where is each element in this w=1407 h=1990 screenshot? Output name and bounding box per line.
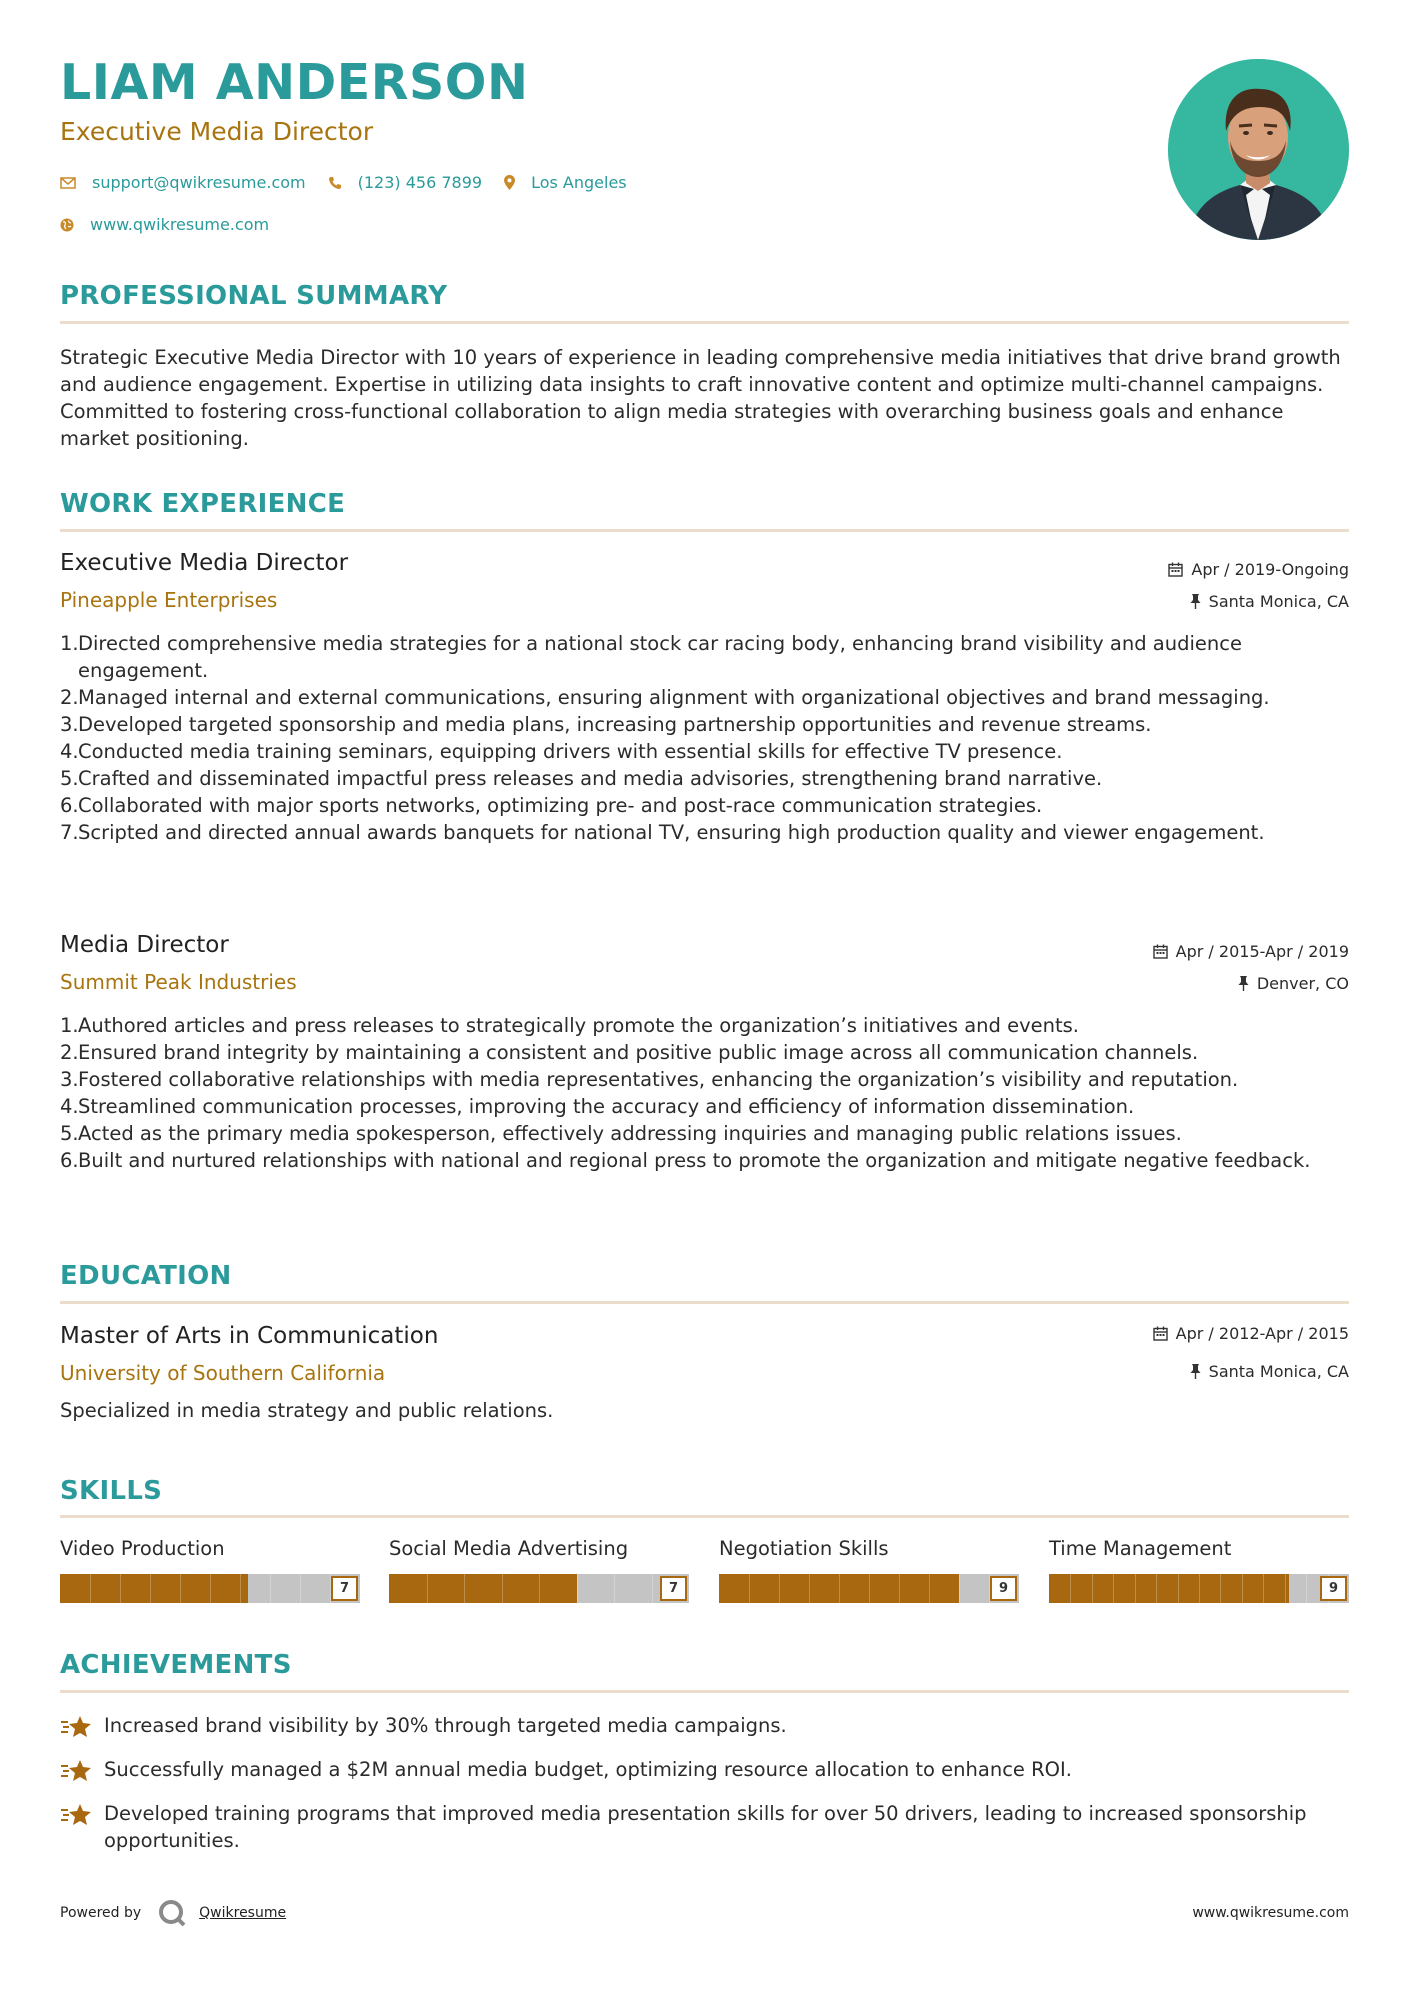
list-item-number: 4. (60, 740, 79, 763)
list-item (60, 1039, 1349, 1066)
skill-level-badge: 7 (331, 1576, 358, 1601)
job-location-text: Santa Monica, CA (1208, 592, 1349, 611)
list-item-number: 1. (60, 632, 79, 655)
skills-heading: SKILLS (60, 1476, 163, 1506)
skill-name: Time Management (1049, 1537, 1232, 1560)
skill-segment-divider (210, 1574, 211, 1603)
job-dates (1168, 560, 1349, 579)
list-item (60, 1120, 1349, 1147)
skill-segment-divider (502, 1574, 503, 1603)
skill-segment-divider (809, 1574, 810, 1603)
education-dates-text: Apr / 2012-Apr / 2015 (1175, 1324, 1349, 1343)
education-location (1190, 1362, 1349, 1381)
list-item (60, 1012, 1349, 1039)
achievement-text: Developed training programs that improved media presentation skills for over 50 drivers, leading to increased sponsorship opportunities. (104, 1802, 1307, 1852)
skill-segment-divider (1199, 1574, 1200, 1603)
list-item-number: 2. (60, 1041, 79, 1064)
skill-name: Social Media Advertising (389, 1537, 629, 1560)
list-item-number: 4. (60, 1095, 79, 1118)
skill-item (719, 1537, 1019, 1596)
skill-segment-divider (1135, 1574, 1136, 1603)
summary-text: Strategic Executive Media Director with 10 years of experience in leading comprehensive media initiatives that drive brand growth and audience engagement. Expertise in utilizing data insights to craft innovative content and optimize multi-channel campaigns. Committed to fostering cross-functional collaboration to align media strategies with overarching business goals and enhance market positioning. (60, 346, 1341, 450)
list-item (60, 765, 1349, 792)
section-divider (60, 321, 1349, 324)
pushpin-icon (1238, 976, 1249, 991)
section-divider (60, 1690, 1349, 1693)
list-item (60, 630, 1349, 684)
list-item-text: Authored articles and press releases to strategically promote the organization’s initiatives and events. (78, 1014, 1079, 1037)
footer-url[interactable]: www.qwikresume.com (1192, 1905, 1349, 1921)
skill-segment-divider (90, 1574, 91, 1603)
skill-segment-divider (1156, 1574, 1157, 1603)
list-item-number: 5. (60, 1122, 79, 1145)
list-item-text: Conducted media training seminars, equipping drivers with essential skills for effective TV presence. (78, 740, 1063, 763)
skill-segment-divider (779, 1574, 780, 1603)
skill-segment-divider (120, 1574, 121, 1603)
list-item-number: 2. (60, 686, 79, 709)
star-award-icon (60, 1712, 104, 1747)
skill-level-badge: 9 (1320, 1576, 1347, 1601)
list-item-text: Directed comprehensive media strategies for a national stock car racing body, enhancing brand visibility and audience engagement. (78, 632, 1242, 682)
achievement-text: Successfully managed a $2M annual media budget, optimizing resource allocation to enhance ROI. (104, 1758, 1072, 1781)
globe-icon (60, 218, 74, 232)
skill-segment-divider (577, 1574, 578, 1603)
skill-item (389, 1537, 689, 1596)
school-name: University of Southern California (60, 1361, 386, 1385)
list-item-text: Streamlined communication processes, improving the accuracy and efficiency of information dissemination. (78, 1095, 1135, 1118)
contact-email[interactable] (60, 173, 306, 192)
list-item (60, 1066, 1349, 1093)
achievement-item (60, 1712, 1349, 1747)
skill-segment-divider (1220, 1574, 1221, 1603)
list-item-number: 3. (60, 1068, 79, 1091)
list-item (60, 1147, 1349, 1174)
education-location-text: Santa Monica, CA (1208, 1362, 1349, 1381)
qwikresume-logo-icon (157, 1898, 187, 1928)
job-location-text: Denver, CO (1256, 974, 1349, 993)
list-item (60, 1093, 1349, 1120)
skill-segment-divider (1285, 1574, 1286, 1603)
skill-segment-divider (300, 1574, 301, 1603)
skill-level-badge: 7 (660, 1576, 687, 1601)
calendar-icon (1168, 562, 1183, 577)
section-divider (60, 1301, 1349, 1304)
skill-segment-divider (652, 1574, 653, 1603)
job-dates-text: Apr / 2015-Apr / 2019 (1175, 942, 1349, 961)
phone-text: (123) 456 7899 (357, 173, 483, 192)
skill-level-bar (60, 1574, 360, 1603)
list-item-text: Acted as the primary media spokesperson, effectively addressing inquiries and managing public relations issues. (78, 1122, 1182, 1145)
skill-segment-divider (899, 1574, 900, 1603)
skill-segment-divider (1306, 1574, 1307, 1603)
calendar-icon (1153, 1326, 1168, 1341)
skill-segment-divider (929, 1574, 930, 1603)
skill-segment-divider (614, 1574, 615, 1603)
education-dates (1153, 1324, 1349, 1343)
pushpin-icon (1190, 1364, 1201, 1379)
skill-level-bar (1049, 1574, 1349, 1603)
job-title: Executive Media Director (60, 550, 349, 576)
list-item (60, 792, 1349, 819)
skill-segment-divider (270, 1574, 271, 1603)
job-duties-list (60, 1012, 1349, 1174)
email-text: support@qwikresume.com (92, 173, 306, 192)
section-divider (60, 1515, 1349, 1518)
list-item-text: Crafted and disseminated impactful press releases and media advisories, strengthening brand narrative. (78, 767, 1103, 790)
contact-location (504, 173, 627, 192)
contact-website[interactable] (60, 215, 269, 234)
location-text: Los Angeles (531, 173, 627, 192)
skill-segment-divider (839, 1574, 840, 1603)
job-company: Summit Peak Industries (60, 970, 297, 994)
list-item-number: 7. (60, 821, 79, 844)
avatar-illustration (1168, 59, 1349, 240)
job-company: Pineapple Enterprises (60, 588, 278, 612)
skill-segment-divider (1178, 1574, 1179, 1603)
achievement-text: Increased brand visibility by 30% through targeted media campaigns. (104, 1714, 787, 1737)
contact-phone[interactable] (328, 173, 482, 192)
list-item-number: 1. (60, 1014, 79, 1037)
skill-segment-divider (240, 1574, 241, 1603)
contact-row (60, 173, 649, 192)
skill-segment-divider (150, 1574, 151, 1603)
education-heading: EDUCATION (60, 1261, 232, 1291)
achievements-heading: ACHIEVEMENTS (60, 1650, 292, 1680)
skill-segment-divider (539, 1574, 540, 1603)
list-item-text: Managed internal and external communications, ensuring alignment with organizational objectives and brand messaging. (78, 686, 1270, 709)
star-award-icon (60, 1756, 104, 1791)
job-title: Media Director (60, 932, 229, 958)
skill-level-badge: 9 (990, 1576, 1017, 1601)
footer-powered-by (60, 1898, 286, 1928)
experience-heading: WORK EXPERIENCE (60, 489, 346, 519)
map-pin-icon (504, 175, 515, 190)
skill-item (1049, 1537, 1349, 1596)
list-item-text: Fostered collaborative relationships with media representatives, enhancing the organization’s visibility and reputation. (78, 1068, 1239, 1091)
job-location (1238, 974, 1349, 993)
list-item-number: 3. (60, 713, 79, 736)
list-item (60, 819, 1349, 846)
education-description: Specialized in media strategy and public relations. (60, 1399, 554, 1422)
degree-title: Master of Arts in Communication (60, 1323, 439, 1349)
skill-level-bar (719, 1574, 1019, 1603)
candidate-title: Executive Media Director (60, 117, 374, 146)
skill-level-fill (389, 1574, 577, 1603)
skill-segment-divider (1263, 1574, 1264, 1603)
pushpin-icon (1190, 594, 1201, 609)
list-item (60, 684, 1349, 711)
job-dates (1153, 942, 1349, 961)
job-duties-list (60, 630, 1349, 846)
skill-segment-divider (1242, 1574, 1243, 1603)
skill-level-bar (389, 1574, 689, 1603)
job-dates-text: Apr / 2019-Ongoing (1191, 560, 1349, 579)
phone-icon (328, 176, 342, 190)
skill-segment-divider (427, 1574, 428, 1603)
skill-level-fill (1049, 1574, 1289, 1603)
list-item-number: 6. (60, 1149, 79, 1172)
skill-segment-divider (1092, 1574, 1093, 1603)
powered-by-label: Powered by (60, 1905, 142, 1921)
list-item-text: Ensured brand integrity by maintaining a consistent and positive public image across all communication channels. (78, 1041, 1199, 1064)
skill-item (60, 1537, 360, 1596)
contact-row-website (60, 215, 291, 234)
list-item-number: 5. (60, 767, 79, 790)
skill-segment-divider (464, 1574, 465, 1603)
list-item-text: Collaborated with major sports networks, optimizing pre- and post-race communication strategies. (78, 794, 1043, 817)
achievement-item (60, 1800, 1349, 1854)
skill-segment-divider (180, 1574, 181, 1603)
job-location (1190, 592, 1349, 611)
list-item (60, 711, 1349, 738)
qwikresume-link[interactable]: Qwikresume (199, 1905, 287, 1921)
section-divider (60, 529, 1349, 532)
calendar-icon (1153, 944, 1168, 959)
skill-segment-divider (1113, 1574, 1114, 1603)
summary-heading: PROFESSIONAL SUMMARY (60, 281, 448, 311)
list-item-number: 6. (60, 794, 79, 817)
profile-photo (1168, 59, 1349, 240)
list-item-text: Developed targeted sponsorship and media plans, increasing partnership opportunities and revenue streams. (78, 713, 1152, 736)
star-award-icon (60, 1800, 104, 1854)
skill-level-fill (60, 1574, 248, 1603)
list-item-text: Scripted and directed annual awards banquets for national TV, ensuring high production quality and viewer engagement. (78, 821, 1265, 844)
list-item-text: Built and nurtured relationships with national and regional press to promote the organization and mitigate negative feedback. (78, 1149, 1311, 1172)
skill-name: Negotiation Skills (719, 1537, 889, 1560)
envelope-icon (60, 177, 76, 189)
list-item (60, 738, 1349, 765)
website-text: www.qwikresume.com (90, 215, 270, 234)
achievement-item (60, 1756, 1349, 1791)
skill-segment-divider (869, 1574, 870, 1603)
candidate-name: LIAM ANDERSON (60, 54, 529, 111)
skill-segment-divider (749, 1574, 750, 1603)
skill-segment-divider (959, 1574, 960, 1603)
skill-name: Video Production (60, 1537, 225, 1560)
skill-segment-divider (1070, 1574, 1071, 1603)
